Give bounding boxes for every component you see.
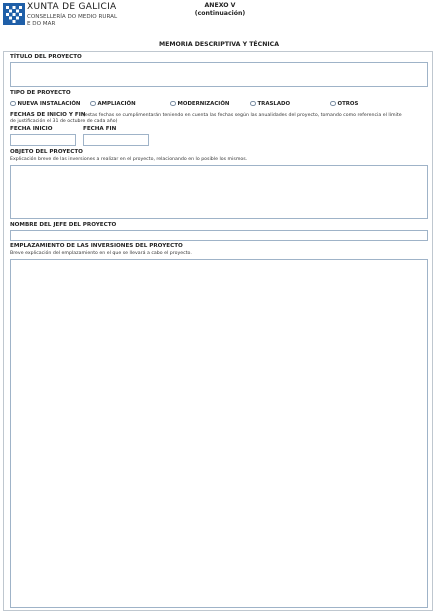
radio-circle-icon[interactable] (170, 101, 176, 107)
project-type-option-label: MODERNIZACIÓN (177, 100, 230, 107)
start-date-label: FECHA INICIO (10, 126, 53, 132)
location-note: Breve explicación del emplazamiento en el que se llevará a cabo el proyecto. (10, 251, 192, 256)
start-date-field[interactable] (10, 134, 76, 146)
end-date-label: FECHA FIN (83, 126, 117, 132)
project-type-option-other[interactable] (330, 99, 358, 108)
department-name (27, 14, 137, 28)
org-name: XUNTA DE GALICIA (27, 2, 117, 12)
project-type-option-label: TRASLADO (257, 100, 291, 107)
radio-circle-icon[interactable] (250, 101, 256, 107)
project-type-option-modernization[interactable] (170, 99, 229, 108)
project-type-option-label: AMPLIACIÓN (97, 100, 136, 107)
location-field[interactable] (10, 259, 428, 608)
project-type-options (10, 99, 430, 108)
manager-field[interactable] (10, 230, 428, 241)
annex-heading (190, 2, 250, 17)
project-type-option-new[interactable] (10, 99, 80, 108)
end-date-field[interactable] (83, 134, 149, 146)
radio-circle-icon[interactable] (10, 101, 16, 107)
object-note: Explicación breve de las inversiones a realizar en el proyecto, relacionando en lo posible los mismos. (10, 157, 248, 162)
project-type-option-label: NUEVA INSTALACIÓN (17, 100, 81, 107)
dates-note-line-2: de justificación el 31 de octubre de cada año) (10, 119, 118, 124)
project-type-option-expansion[interactable] (90, 99, 136, 108)
radio-circle-icon[interactable] (330, 101, 336, 107)
radio-circle-icon[interactable] (90, 101, 96, 107)
annex-title: ANEXO V (204, 2, 236, 9)
department-line-1: CONSELLERÍA DO MEDIO RURAL (27, 14, 118, 20)
department-line-2: E DO MAR (27, 21, 56, 27)
document-header (0, 0, 438, 40)
location-label: EMPLAZAMIENTO DE LAS INVERSIONES DEL PROYECTO (10, 243, 183, 249)
galicia-coat-of-arms-icon (3, 3, 25, 25)
project-type-option-relocation[interactable] (250, 99, 290, 108)
dates-note-line-1: (estas fechas se cumplimentarán teniendo en cuenta las fechas según las anualidades del proyecto, tomando como referencia el límite (83, 113, 402, 118)
project-type-option-label: OTROS (337, 100, 359, 107)
object-label: OBJETO DEL PROYECTO (10, 149, 83, 155)
document-title: MEMORIA DESCRIPTIVA Y TÉCNICA (158, 41, 280, 48)
dates-label: FECHAS DE INICIO Y FIN (10, 112, 86, 118)
object-field[interactable] (10, 165, 428, 219)
project-title-label: TÍTULO DEL PROYECTO (10, 54, 82, 60)
manager-label: NOMBRE DEL JEFE DEL PROYECTO (10, 222, 117, 228)
project-type-label: TIPO DE PROYECTO (10, 90, 71, 96)
project-title-field[interactable] (10, 62, 428, 87)
annex-subtitle: (continuación) (194, 9, 246, 17)
